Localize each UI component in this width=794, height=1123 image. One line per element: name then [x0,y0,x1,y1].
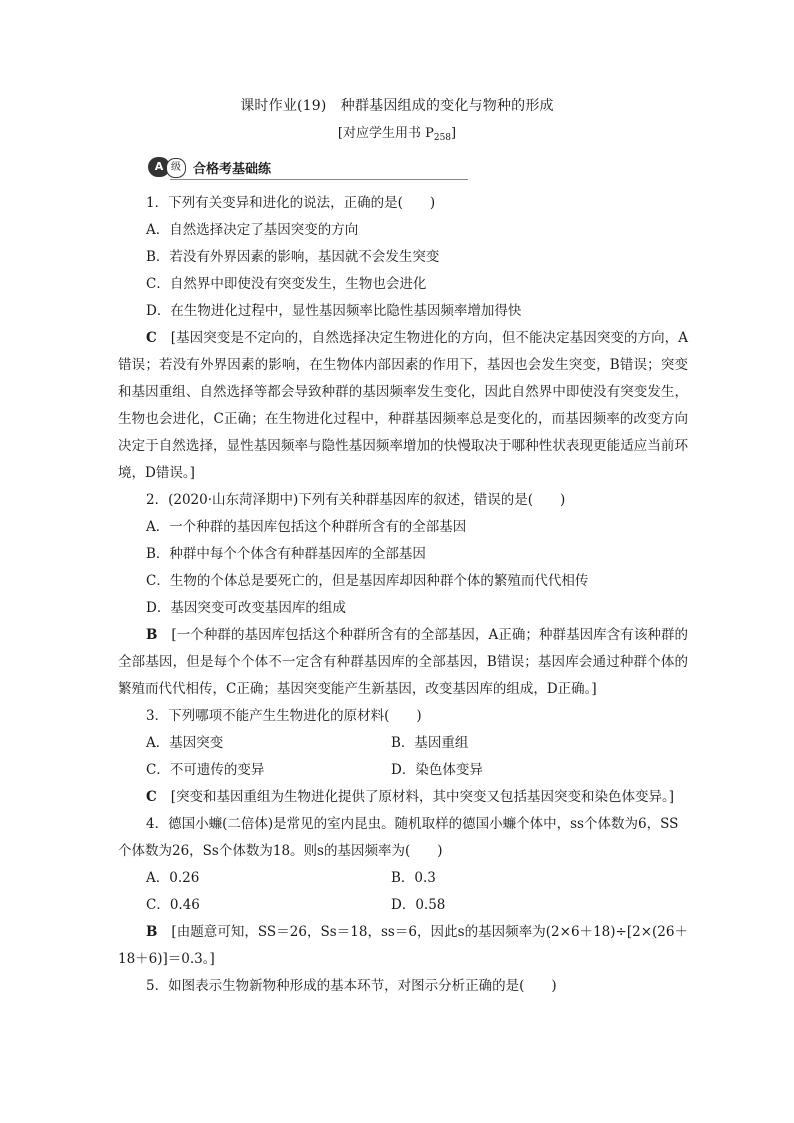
option: A．0.26 [146,870,200,886]
question-stem: 2．(2020·山东菏泽期中)下列有关种群基因库的叙述，错误的是( ) [146,492,566,508]
option: D．基因突变可改变基因库的组成 [146,600,346,616]
question-stem: 3．下列哪项不能产生生物进化的原材料( ) [146,708,422,724]
answer-key: C [146,330,157,346]
page-subtitle [0,122,794,143]
option-row [118,865,688,892]
option: C．0.46 [146,897,200,913]
page-title: 课时作业(19) 种群基因组成的变化与物种的形成 [240,98,554,114]
option: C．不可遗传的变异 [146,762,265,778]
option: D．0.58 [391,897,446,913]
question-stem: 1．下列有关变异和进化的说法，正确的是( ) [146,195,436,211]
option-row [118,757,688,784]
option-row [118,892,688,919]
subtitle-text: [对应学生用书 P [337,126,434,141]
option-row [118,730,688,757]
answer-block [118,622,688,703]
answer-key: C [146,789,157,805]
answer-analysis: [由题意可知，SS＝26，Ss＝18，ss＝6，因此s的基因频率为(2×6＋18)÷[2×(26＋18＋6)]＝0.3。] [118,924,688,967]
question-list [118,190,688,1000]
answer-block [118,325,688,487]
subtitle-end: ] [451,126,457,141]
option: D．在生物进化过程中，显性基因频率比隐性基因频率增加得快 [146,303,522,319]
option: D．染色体变异 [391,762,483,778]
heading-rule [170,179,468,180]
question-stem: 4．德国小蠊(二倍体)是常见的室内昆虫。随机取样的德国小蠊个体中，ss个体数为6，SS个体数为26，Ss个体数为18。则s的基因频率为( ) [118,816,679,859]
answer-block [118,919,688,973]
level-heading [148,157,468,179]
answer-block [118,784,688,811]
level-letter-badge: A [148,157,170,177]
answer-key: B [146,627,158,643]
option: A．基因突变 [146,735,224,751]
answer-analysis: [突变和基因重组为生物进化提供了原材料，其中突变又包括基因突变和染色体变异。] [170,789,675,805]
option: A．一个种群的基因库包括这个种群所含有的全部基因 [146,519,467,535]
answer-analysis: [基因突变是不定向的，自然选择决定生物进化的方向，但不能决定基因突变的方向，A错误；若没有外界因素的影响，在生物体内部因素的作用下，基因也会发生突变，B错误；突变和基因重组、自然选择等都会导致种群的基因频率发生变化，因此自然界中即使没有突变发生，生物也会进化，C正确；在生物进化过程中，种群基因频率总是变化的，而基因频率的改变方向决定于自然选择，显性基因频率与隐性基因频率增加的快慢取决于哪种性状表现更能适应当前环境，D错误。] [118,330,688,481]
option: B．若没有外界因素的影响，基因就不会发生突变 [146,249,440,265]
level-label: 合格考基础练 [193,162,272,177]
option: C．生物的个体总是要死亡的，但是基因库却因种群个体的繁殖而代代相传 [146,573,589,589]
answer-analysis: [一个种群的基因库包括这个种群所含有的全部基因，A正确；种群基因库含有该种群的全部基因，但是每个个体不一定含有种群基因库的全部基因，B错误；基因库会通过种群个体的繁殖而代代相传，C正确；基因突变能产生新基因，改变基因库的组成，D正确。] [118,627,688,697]
option: B．种群中每个个体含有种群基因库的全部基因 [146,546,426,562]
level-tier-badge: 级 [166,158,186,178]
question-stem: 5．如图表示生物新物种形成的基本环节，对图示分析正确的是( ) [146,978,557,994]
subtitle-page-subscript: 258 [433,133,452,143]
option: B．0.3 [391,870,436,886]
option: C．自然界中即使没有突变发生，生物也会进化 [146,276,427,292]
answer-key: B [146,924,158,940]
option: A．自然选择决定了基因突变的方向 [146,222,359,238]
option: B．基因重组 [391,735,469,751]
